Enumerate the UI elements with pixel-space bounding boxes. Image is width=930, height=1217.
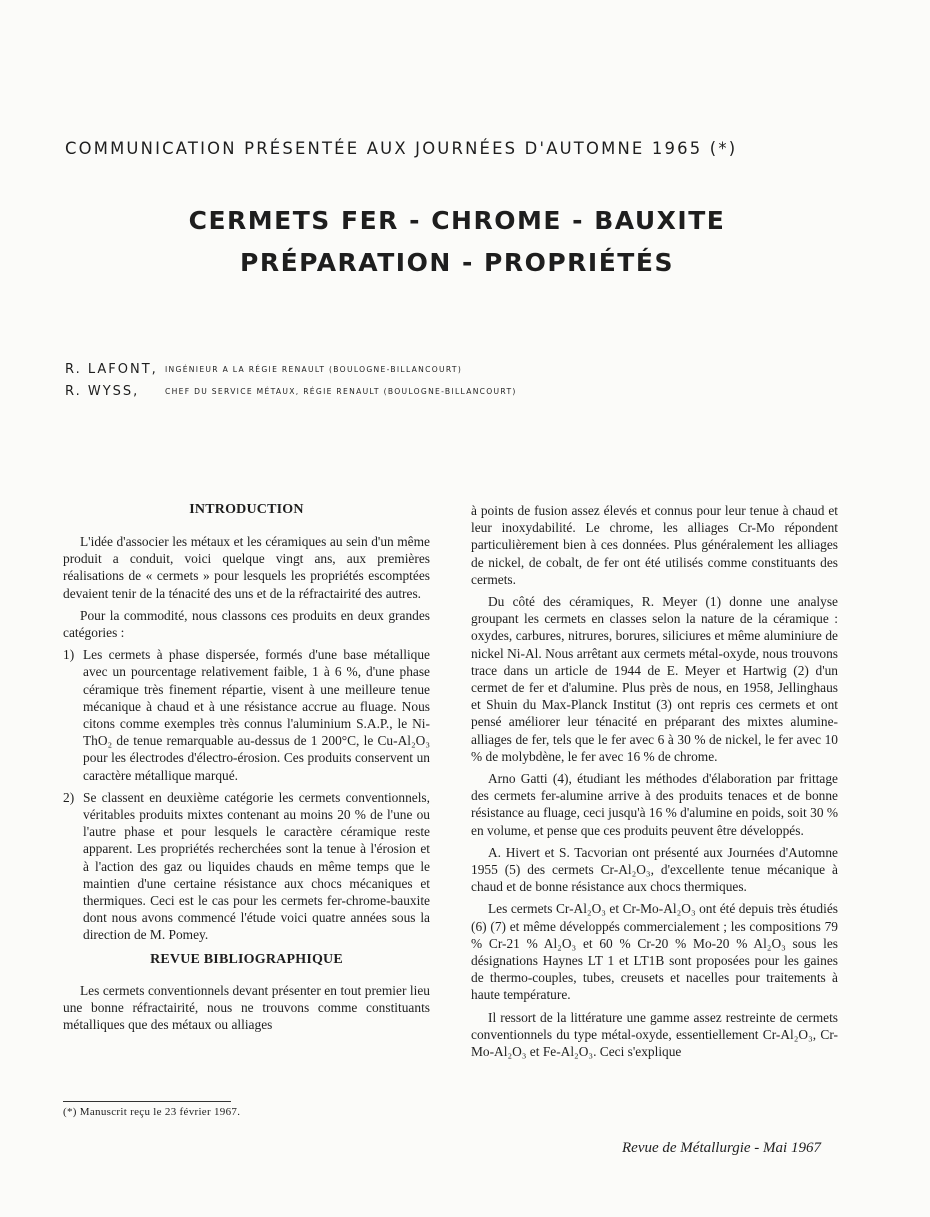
category-item-2 xyxy=(63,789,430,944)
author-name: R. WYSS, xyxy=(65,384,140,399)
intro-paragraph: Pour la commodité, nous classons ces produits en deux grandes catégories : xyxy=(63,607,430,641)
author-name: R. LAFONT, xyxy=(65,362,158,377)
author-affiliation: INGÉNIEUR A LA RÉGIE RENAULT (BOULOGNE-BILLANCOURT) xyxy=(165,365,463,374)
footnote: (*) Manuscrit reçu le 23 février 1967. xyxy=(63,1106,241,1118)
author-affiliation: CHEF DU SERVICE MÉTAUX, RÉGIE RENAULT (BOULOGNE-BILLANCOURT) xyxy=(165,387,517,396)
item-number: 2) xyxy=(63,789,75,805)
body-paragraph: Les cermets Cr-Al₂O₃ et Cr-Mo-Al₂O₃ ont été depuis très étudiés (6) (7) et même développés commercialement ; les compositions 79 % Cr-21 % Al₂O₃ et 60 % Cr-20 % Mo-20 % Al₂O₃ sous les désignations Haynes LT 1 et LT1B sont proposées pour les gaines de thermo-couples, tubes, creusets et nacelles pour traitements à haute température. xyxy=(471,901,838,1003)
section-heading-introduction: INTRODUCTION xyxy=(189,502,304,517)
article-title-line-1: CERMETS FER - CHROME - BAUXITE xyxy=(188,206,726,235)
article-title-line-2: PRÉPARATION - PROPRIÉTÉS xyxy=(240,248,674,277)
right-column xyxy=(471,502,838,1065)
intro-paragraph: L'idée d'associer les métaux et les céramiques au sein d'un même produit a conduit, voici quelque vingt ans, aux premières réalisations de « cermets » pour lesquels les propriétés escomptées devaient tenir de la ténacité des uns et de la réfractairité des autres. xyxy=(63,534,430,601)
item-text: Se classent en deuxième catégorie les cermets conventionnels, véritables produits mixtes contenant au moins 20 % de l'une ou l'autre phase et pour lesquels le caractère céramique reste apparent. Les propriétés recherchées sont la tenue à l'érosion et à l'action des gaz ou liquides chauds en même temps que le maintien d'une certaine résistance aux chocs mécaniques et thermiques. Ceci est le cas pour les cermets fer-chrome-bauxite dont nous avons commencé l'étude voici quatre années sous la direction de M. Pomey. xyxy=(83,789,430,943)
body-paragraph: Du côté des céramiques, R. Meyer (1) donne une analyse groupant les cermets en classes selon la nature de la céramique : oxydes, carbures, nitrures, borures, siliciures et même aluminiure de nickel Ni-Al. Nous arrêtant aux cermets métal-oxyde, nous trouvons trace dans un article de 1944 de E. Meyer et Hartwig (2) d'un cermet de fer et d'alumine. Plus près de nous, en 1958, Jellinghaus et Shuin du Max-Planck Institut (3) ont repris ces cermets et ont pensé améliorer leur ténacité en préparant des mixtes alumine-alliages de fer, tels que le fer avec 6 à 30 % de nickel, le fer avec 10 % de molybdène, le fer avec 16 % de chrome. xyxy=(471,594,838,764)
journal-reference: Revue de Métallurgie - Mai 1967 xyxy=(622,1140,821,1156)
revue-paragraph: Les cermets conventionnels devant présenter en tout premier lieu une bonne réfractairité, nous ne trouvons comme constituants métalliques que des métaux ou alliages xyxy=(63,982,430,1033)
body-paragraph: Il ressort de la littérature une gamme assez restreinte de cermets conventionnels du type métal-oxyde, essentiellement Cr-Al₂O₃, Cr-Mo-Al₂O₃ et Fe-Al₂O₃. Ceci s'explique xyxy=(471,1009,838,1060)
category-item-1 xyxy=(63,646,430,784)
body-paragraph: Arno Gatti (4), étudiant les méthodes d'élaboration par frittage des cermets fer-alumine arrive à des produits tenaces et de bonne résistance au fluage, ceci jusqu'à 16 % d'alumine en poids, soit 30 % en volume, et pense que ces produits peuvent être développés. xyxy=(471,771,839,838)
communication-header: COMMUNICATION PRÉSENTÉE AUX JOURNÉES D'AUTOMNE 1965 (*) xyxy=(65,139,738,158)
body-paragraph: à points de fusion assez élevés et connus pour leur tenue à chaud et leur inoxydabilité. Le chrome, les alliages Cr-Mo répondent particulièrement bien à ces données. Plus généralement les alliages de nickel, de cobalt, de fer ont été utilisés comme constituants des cermets. xyxy=(471,503,838,587)
footnote-rule xyxy=(63,1101,231,1102)
left-column xyxy=(63,502,430,1038)
item-text: Les cermets à phase dispersée, formés d'une base métallique avec un pourcentage relativement faible, 1 à 6 %, d'une phase céramique très finement répartie, visent à une meilleure tenue mécanique à chaud et à une résistance accrue au fluage. Nous citons comme exemples très connus l'aluminium S.A.P., le Ni-ThO₂ de tenue remarquable au-dessus de 1 200°C, le Cu-Al₂O₃ pour les électrodes d'électro-érosion. Ces produits conservent un caractère métallique marqué. xyxy=(83,647,430,783)
item-number: 1) xyxy=(63,647,75,663)
section-heading-revue: REVUE BIBLIOGRAPHIQUE xyxy=(150,951,343,967)
body-paragraph: A. Hivert et S. Tacvorian ont présenté aux Journées d'Automne 1955 (5) des cermets Cr-Al₂O₃, d'excellente tenue mécanique à chaud et de bonne résistance aux chocs thermiques. xyxy=(471,844,838,895)
